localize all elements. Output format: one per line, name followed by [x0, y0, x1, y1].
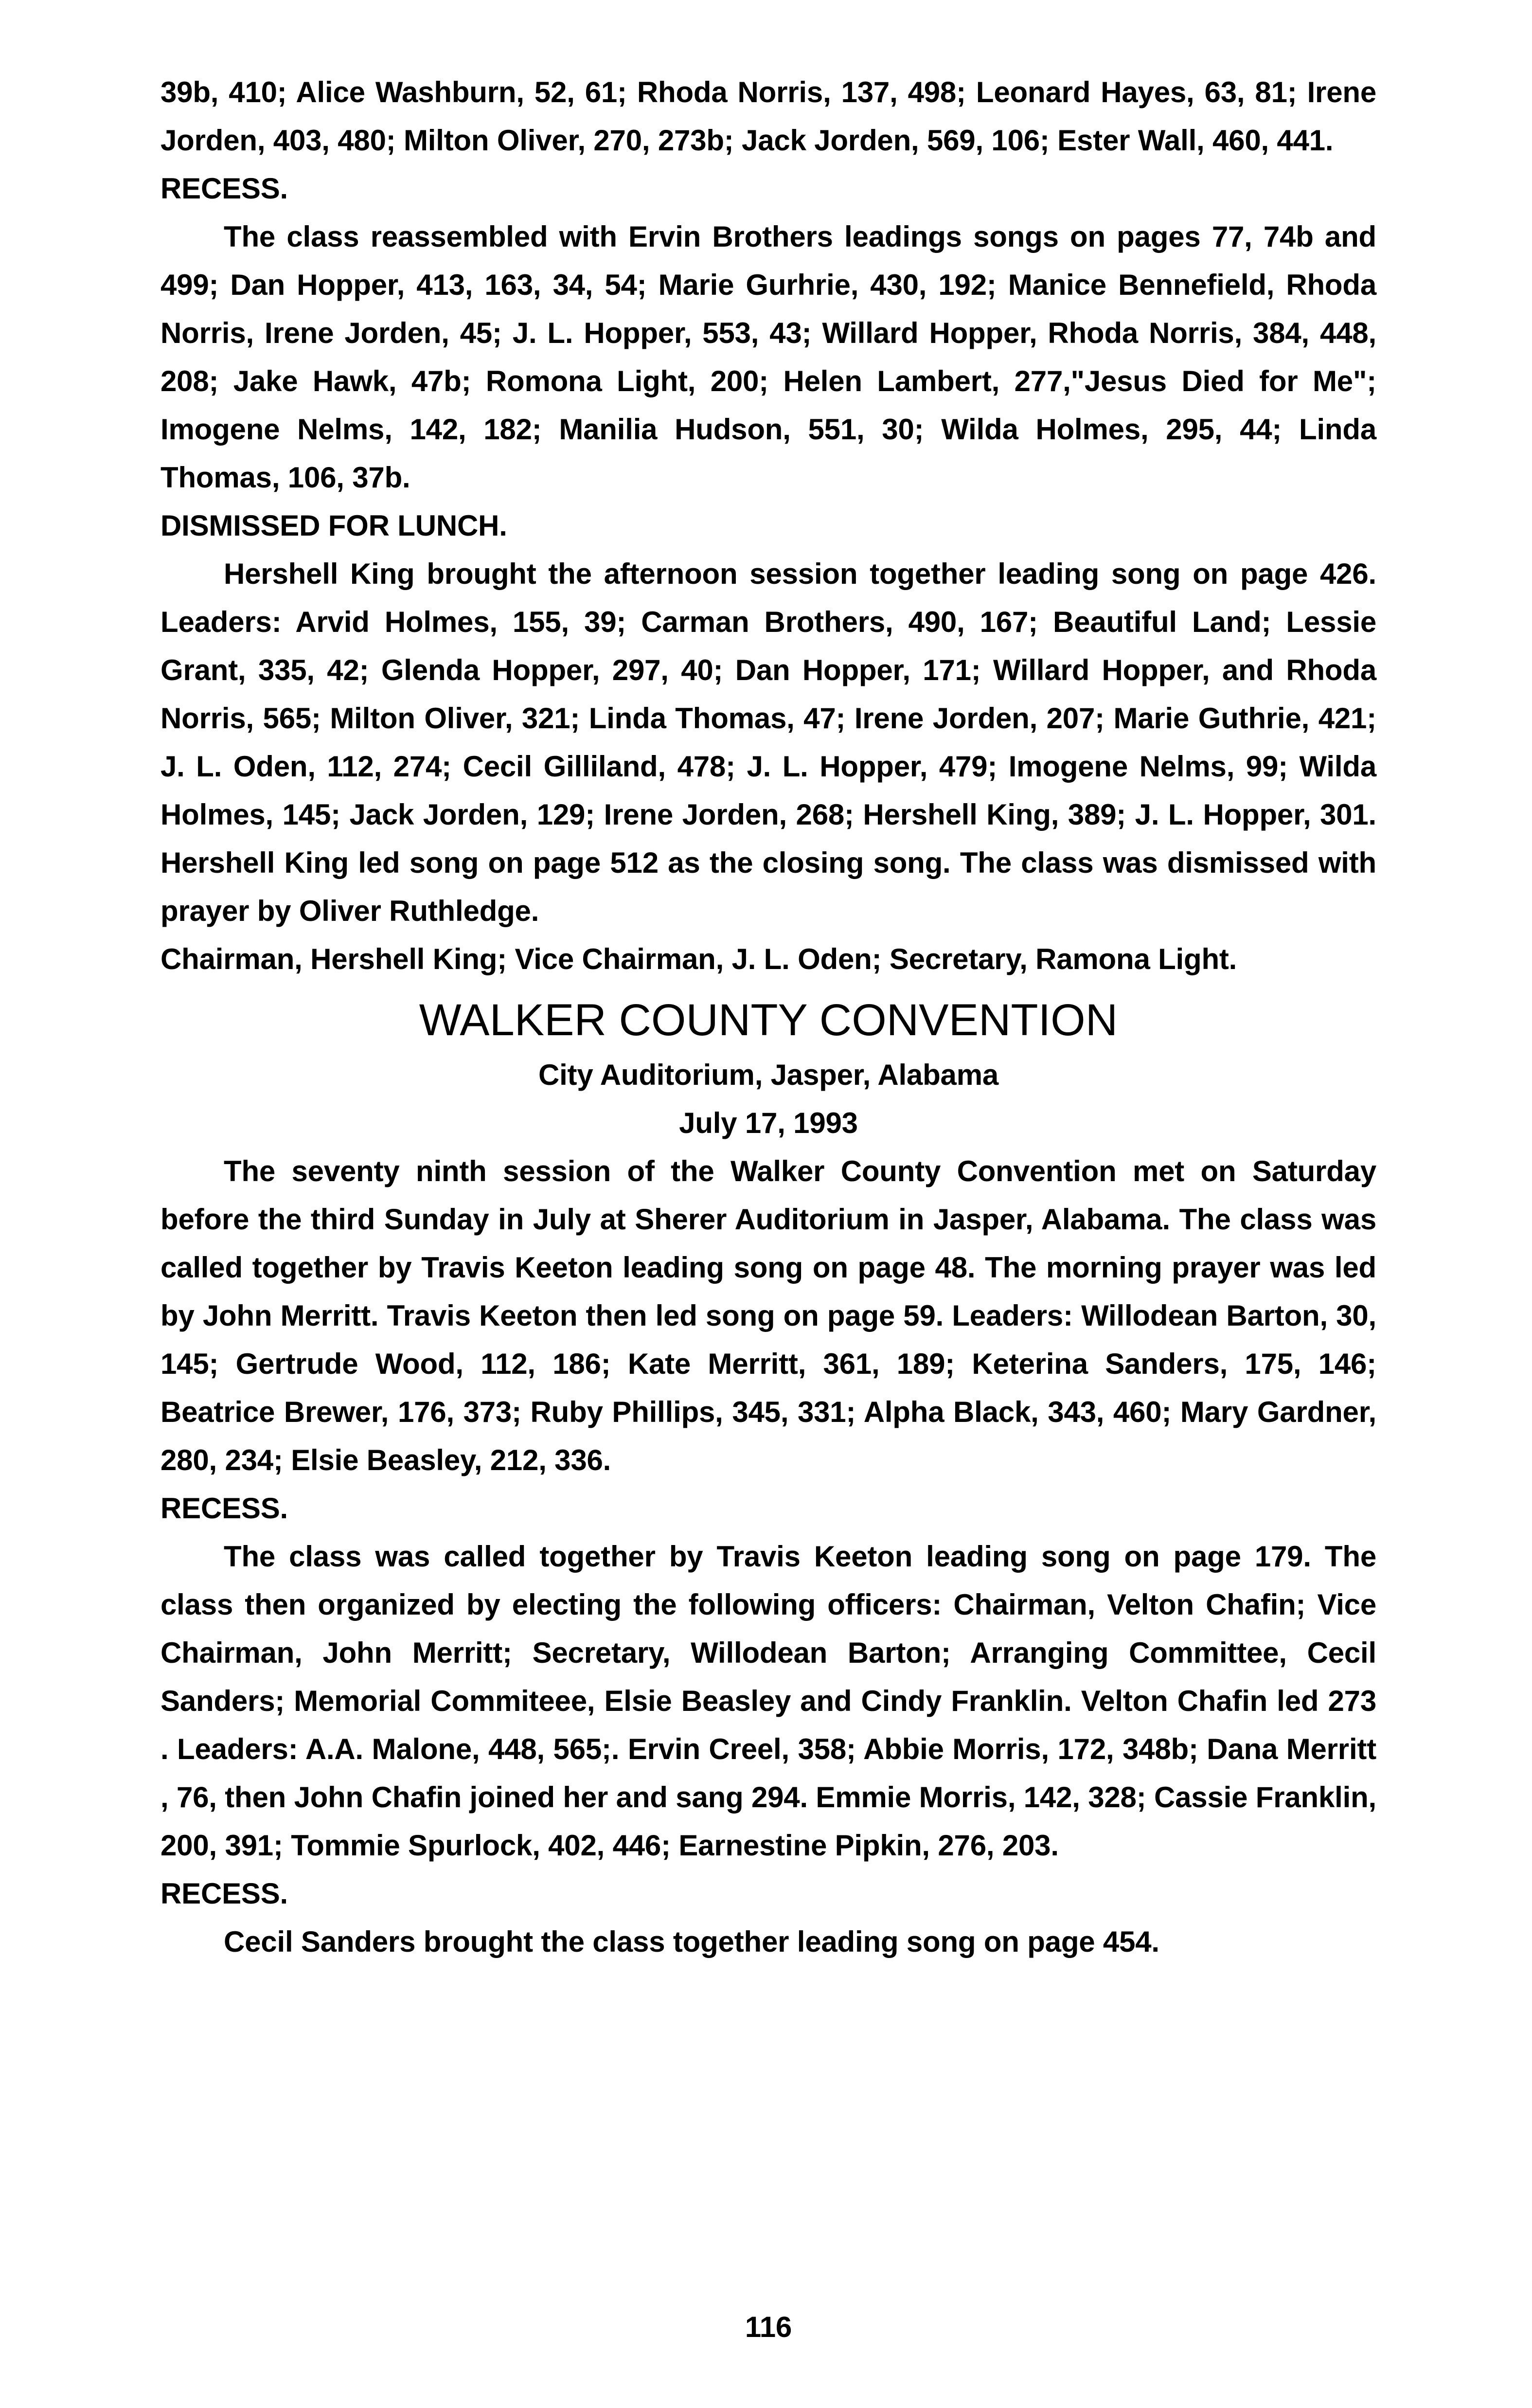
convention-date: July 17, 1993: [679, 1107, 858, 1139]
convention-location: City Auditorium, Jasper, Alabama: [538, 1059, 999, 1091]
document-page: [160, 68, 1376, 2354]
paragraph-reassembled: The class reassembled with Ervin Brothers leadings songs on pages 77, 74b and 499; Dan Hopper, 413, 163, 34, 54; Marie Gurhrie, 430, 192; Manice Bennefield, Rhoda Norris, Irene Jorden, 45; J. L. Hopper, 553, 43; Willard Hopper, Rhoda Norris, 384, 448, 208; Jake Hawk, 47b; Romona Light, 200; Helen Lambert, 277,"Jesus Died for Me"; Imogene Nelms, 142, 182; Manilia Hudson, 551, 30; Wilda Holmes, 295, 44; Linda Thomas, 106, 37b.: [160, 220, 1376, 494]
paragraph-officers: Chairman, Hershell King; Vice Chairman, J. L. Oden; Secretary, Ramona Light.: [160, 943, 1237, 975]
dismissed-for-lunch-heading: DISMISSED FOR LUNCH.: [160, 509, 507, 542]
page-number: 116: [745, 2311, 792, 2343]
paragraph-continued-leaders: 39b, 410; Alice Washburn, 52, 61; Rhoda Norris, 137, 498; Leonard Hayes, 63, 81; Irene Jorden, 403, 480; Milton Oliver, 270, 273b; Jack Jorden, 569, 106; Ester Wall, 460, 441.: [160, 76, 1376, 157]
paragraph-convention-officers: The class was called together by Travis Keeton leading song on page 179. The class then organized by electing the following officers: Chairman, Velton Chafin; Vice Chairman, John Merritt; Secretary, Willodean Barton; Arranging Committee, Cecil Sanders; Memorial Commiteee, Elsie Beasley and Cindy Franklin. Velton Chafin led 273 . Leaders: A.A. Malone, 448, 565;. Ervin Creel, 358; Abbie Morris, 172, 348b; Dana Merritt , 76, then John Chafin joined her and sang 294. Emmie Morris, 142, 328; Cassie Franklin, 200, 391; Tommie Spurlock, 402, 446; Earnestine Pipkin, 276, 203.: [160, 1540, 1376, 1862]
recess-heading: RECESS.: [160, 1877, 288, 1910]
paragraph-convention-intro: The seventy ninth session of the Walker County Convention met on Saturday before the third Sunday in July at Sherer Auditorium in Jasper, Alabama. The class was called together by Travis Keeton leading song on page 48. The morning prayer was led by John Merritt. Travis Keeton then led song on page 59. Leaders: Willodean Barton, 30, 145; Gertrude Wood, 112, 186; Kate Merritt, 361, 189; Keterina Sanders, 175, 146; Beatrice Brewer, 176, 373; Ruby Phillips, 345, 331; Alpha Black, 343, 460; Mary Gardner, 280, 234; Elsie Beasley, 212, 336.: [160, 1155, 1376, 1476]
recess-heading: RECESS.: [160, 1492, 288, 1525]
paragraph-final: Cecil Sanders brought the class together leading song on page 454.: [224, 1925, 1159, 1958]
recess-heading: RECESS.: [160, 172, 288, 205]
paragraph-afternoon-session: Hershell King brought the afternoon session together leading song on page 426. Leaders: Arvid Holmes, 155, 39; Carman Brothers, 490, 167; Beautiful Land; Lessie Grant, 335, 42; Glenda Hopper, 297, 40; Dan Hopper, 171; Willard Hopper, and Rhoda Norris, 565; Milton Oliver, 321; Linda Thomas, 47; Irene Jorden, 207; Marie Guthrie, 421; J. L. Oden, 112, 274; Cecil Gilliland, 478; J. L. Hopper, 479; Imogene Nelms, 99; Wilda Holmes, 145; Jack Jorden, 129; Irene Jorden, 268; Hershell King, 389; J. L. Hopper, 301. Hershell King led song on page 512 as the closing song. The class was dismissed with prayer by Oliver Ruthledge.: [160, 557, 1376, 927]
convention-title: WALKER COUNTY CONVENTION: [419, 995, 1118, 1045]
